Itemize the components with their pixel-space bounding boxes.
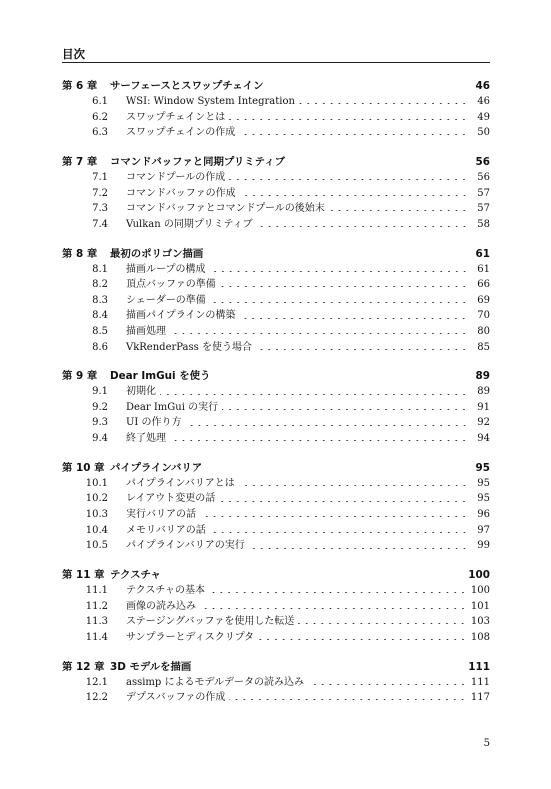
dot-leader <box>200 516 468 517</box>
section-page: 111 <box>470 676 490 688</box>
section-number: 8.5 <box>92 325 108 337</box>
section-title: コマンドバッファの作成 <box>126 187 236 199</box>
section-title: サンプラーとディスクリプタ <box>126 631 254 643</box>
chapter-entry[interactable] <box>62 460 490 476</box>
chapter-block <box>62 78 490 141</box>
chapter-number: 第 12 章 <box>62 660 105 673</box>
section-page: 57 <box>477 187 490 199</box>
dot-leader <box>229 699 467 700</box>
chapter-block <box>62 659 490 706</box>
section-page: 99 <box>477 540 490 552</box>
dot-leader <box>186 425 468 426</box>
section-number: 6.1 <box>92 96 108 107</box>
section-title: VkRenderPass を使う場合 <box>126 341 252 353</box>
section-page: 50 <box>477 127 490 139</box>
section-page: 61 <box>477 263 490 275</box>
running-header: 目次 <box>62 47 85 61</box>
section-entry[interactable] <box>62 201 490 217</box>
section-number: 10.5 <box>85 540 108 552</box>
section-number: 11.1 <box>85 585 108 596</box>
section-number: 10.2 <box>85 493 108 505</box>
section-entry[interactable] <box>62 583 490 599</box>
section-page: 95 <box>477 477 490 489</box>
section-title: パイプラインバリアの実行 <box>126 540 245 552</box>
section-page: 58 <box>477 218 490 230</box>
section-title: WSI: Window System Integration <box>126 96 295 107</box>
chapter-page: 89 <box>475 370 490 383</box>
chapter-page: 61 <box>475 247 490 260</box>
section-title: コマンドプールの作成 <box>126 171 226 183</box>
section-page: 57 <box>477 203 490 215</box>
dot-leader <box>298 623 467 624</box>
section-number: 11.4 <box>85 631 108 643</box>
section-title: Dear ImGui の実行 <box>126 401 219 413</box>
section-page: 46 <box>477 96 490 107</box>
section-title: 初期化 <box>126 386 156 398</box>
section-number: 10.4 <box>85 524 108 536</box>
section-title: ステージングバッファを使用した転送 <box>126 616 295 628</box>
dot-leader <box>249 548 468 549</box>
dot-leader <box>210 532 468 533</box>
section-page: 49 <box>477 111 490 123</box>
section-entry[interactable] <box>62 384 490 400</box>
section-title: シェーダーの準備 <box>126 294 206 306</box>
section-entry[interactable] <box>62 170 490 186</box>
chapter-number: 第 6 章 <box>62 80 98 92</box>
section-title: コマンドバッファとコマンドプールの後始末 <box>126 203 325 215</box>
section-page: 108 <box>470 631 490 643</box>
dot-leader <box>219 501 468 502</box>
section-number: 6.2 <box>92 111 108 123</box>
chapter-entry[interactable] <box>62 368 490 384</box>
section-entry[interactable] <box>62 277 490 293</box>
section-title: Vulkan の同期プリミティブ <box>126 218 253 230</box>
section-number: 9.1 <box>92 386 108 398</box>
section-title: メモリバリアの話 <box>126 524 206 536</box>
section-entry[interactable] <box>62 431 490 447</box>
chapter-number: 第 9 章 <box>62 370 98 383</box>
section-page: 95 <box>477 493 490 505</box>
dot-leader <box>209 592 467 593</box>
section-title: 終了処理 <box>126 433 166 445</box>
dot-leader <box>160 394 468 395</box>
chapter-title: 3D モデルを描画 <box>110 660 192 673</box>
section-number: 10.3 <box>85 509 108 521</box>
section-page: 85 <box>477 341 490 353</box>
chapter-title: パイプラインバリア <box>110 461 203 474</box>
section-page: 80 <box>477 325 490 337</box>
dot-leader <box>229 119 468 120</box>
chapter-number: 第 10 章 <box>62 461 105 474</box>
chapter-title: テクスチャ <box>110 569 161 581</box>
section-entry[interactable] <box>62 507 490 523</box>
section-entry[interactable] <box>62 94 490 110</box>
dot-leader <box>229 179 468 180</box>
section-page: 101 <box>470 600 490 612</box>
dot-leader <box>220 286 468 287</box>
section-entry[interactable] <box>62 599 490 615</box>
section-title: スワップチェインとは <box>126 111 226 123</box>
section-page: 91 <box>477 401 490 413</box>
section-number: 9.2 <box>92 401 108 413</box>
chapter-number: 第 7 章 <box>62 155 98 168</box>
section-page: 96 <box>477 509 490 521</box>
section-page: 69 <box>477 294 490 306</box>
section-entry[interactable] <box>62 630 490 646</box>
section-entry[interactable] <box>62 415 490 431</box>
section-entry[interactable] <box>62 476 490 492</box>
dot-leader <box>329 210 468 211</box>
section-page: 94 <box>477 433 490 445</box>
chapter-entry[interactable] <box>62 78 490 94</box>
section-number: 9.3 <box>92 417 108 429</box>
section-number: 6.3 <box>92 127 108 139</box>
chapter-page: 111 <box>468 660 490 673</box>
section-number: 8.1 <box>92 263 108 275</box>
chapter-entry[interactable] <box>62 659 490 675</box>
section-number: 9.4 <box>92 433 108 445</box>
chapter-page: 95 <box>475 461 490 474</box>
section-title: 描画パイプラインの構築 <box>126 310 236 322</box>
section-title: 実行バリアの話 <box>126 509 196 521</box>
section-page: 66 <box>477 279 490 291</box>
chapter-page: 46 <box>475 80 490 92</box>
chapter-block <box>62 246 490 356</box>
section-title: テクスチャの基本 <box>126 585 205 596</box>
chapter-block <box>62 368 490 446</box>
section-number: 11.2 <box>85 600 108 612</box>
chapter-page: 56 <box>475 155 490 168</box>
chapter-title: Dear ImGui を使う <box>110 370 211 383</box>
section-page: 92 <box>477 417 490 429</box>
section-number: 7.4 <box>92 218 108 230</box>
chapter-entry[interactable] <box>62 154 490 170</box>
dot-leader <box>239 485 468 486</box>
section-number: 8.3 <box>92 294 108 306</box>
section-title: 頂点バッファの準備 <box>126 279 216 291</box>
section-title: assimp によるモデルデータの読み込み <box>126 676 304 688</box>
section-page: 100 <box>470 585 490 596</box>
section-title: 画像の読み込み <box>126 600 196 612</box>
dot-leader <box>200 608 467 609</box>
section-number: 7.3 <box>92 203 108 215</box>
section-page: 89 <box>477 386 490 398</box>
page-number: 5 <box>483 738 490 749</box>
section-entry[interactable] <box>62 308 490 324</box>
section-number: 8.2 <box>92 279 108 291</box>
table-of-contents <box>62 78 490 719</box>
section-title: レイアウト変更の話 <box>126 493 216 505</box>
dot-leader <box>308 684 467 685</box>
section-number: 8.4 <box>92 310 108 322</box>
section-page: 97 <box>477 524 490 536</box>
chapter-entry[interactable] <box>62 246 490 262</box>
section-number: 12.1 <box>85 676 108 688</box>
section-entry[interactable] <box>62 675 490 691</box>
dot-leader <box>256 349 468 350</box>
section-title: UI の作り方 <box>126 417 182 429</box>
section-entry[interactable] <box>62 110 490 126</box>
chapter-block <box>62 460 490 554</box>
chapter-entry[interactable] <box>62 567 490 583</box>
section-entry[interactable] <box>62 523 490 539</box>
section-page: 56 <box>477 171 490 183</box>
section-entry[interactable] <box>62 125 490 141</box>
dot-leader <box>210 271 469 272</box>
section-entry[interactable] <box>62 400 490 416</box>
chapter-title: 最初のポリゴン描画 <box>110 247 204 260</box>
section-number: 8.6 <box>92 341 108 353</box>
section-title: デプスバッファの作成 <box>126 692 226 704</box>
dot-leader <box>240 195 468 196</box>
section-page: 70 <box>477 310 490 322</box>
section-entry[interactable] <box>62 538 490 554</box>
chapter-title: コマンドバッファと同期プリミティブ <box>110 155 285 168</box>
section-number: 7.1 <box>92 171 108 183</box>
section-number: 10.1 <box>85 477 108 489</box>
section-page: 103 <box>470 616 490 628</box>
chapter-title: サーフェースとスワップチェイン <box>110 80 264 92</box>
section-entry[interactable] <box>62 690 490 706</box>
chapter-block <box>62 567 490 645</box>
section-entry[interactable] <box>62 262 490 278</box>
section-page: 117 <box>470 692 490 704</box>
section-entry[interactable] <box>62 217 490 233</box>
section-entry[interactable] <box>62 186 490 202</box>
dot-leader <box>210 302 468 303</box>
chapter-number: 第 8 章 <box>62 247 98 260</box>
dot-leader <box>222 409 468 410</box>
dot-leader <box>257 226 468 227</box>
section-number: 7.2 <box>92 187 108 199</box>
section-entry[interactable] <box>62 491 490 507</box>
dot-leader <box>239 134 468 135</box>
chapter-number: 第 11 章 <box>62 569 105 581</box>
section-number: 12.2 <box>85 692 108 704</box>
header-rule <box>62 62 490 63</box>
dot-leader <box>239 318 468 319</box>
dot-leader <box>170 440 468 441</box>
section-number: 11.3 <box>85 616 108 628</box>
dot-leader <box>258 639 467 640</box>
section-title: パイプラインバリアとは <box>126 477 235 489</box>
section-title: 描画処理 <box>126 325 166 337</box>
section-entry[interactable] <box>62 340 490 356</box>
section-title: スワップチェインの作成 <box>126 127 236 139</box>
section-entry[interactable] <box>62 293 490 309</box>
chapter-page: 100 <box>468 569 490 581</box>
dot-leader <box>299 103 468 104</box>
section-entry[interactable] <box>62 324 490 340</box>
chapter-block <box>62 154 490 232</box>
dot-leader <box>170 333 468 334</box>
section-title: 描画ループの構成 <box>126 263 206 275</box>
section-entry[interactable] <box>62 614 490 630</box>
